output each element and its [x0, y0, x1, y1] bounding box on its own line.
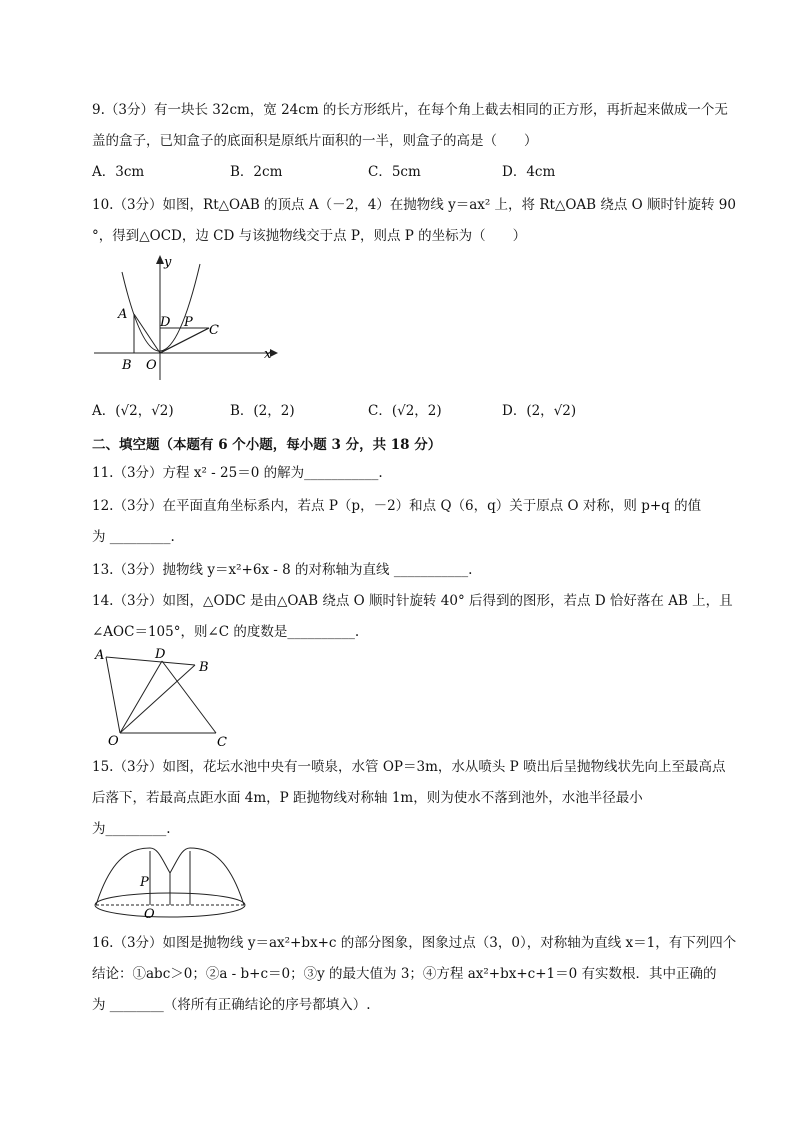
q15-line3: 为_________. — [92, 821, 171, 837]
q10-line2: °，得到△OCD，边 CD 与该抛物线交于点 P，则点 P 的坐标为（ ） — [92, 228, 527, 244]
q10-line1: 10.（3分）如图，Rt△OAB 的顶点 A（－2，4）在抛物线 y＝ax² 上，将 Rt△OAB 绕点 O 顺时针旋转 90 — [92, 197, 736, 213]
q14-label-a: A — [95, 648, 105, 663]
q10-option-a: A．(√2，√2) — [92, 403, 174, 419]
q9-line1: 9.（3分）有一块长 32cm，宽 24cm 的长方形纸片，在每个角上截去相同的正方形，再折起来做成一个无 — [92, 102, 728, 118]
q10-label-y: y — [164, 255, 172, 270]
q10-label-c: C — [209, 323, 219, 338]
q14-label-c: C — [217, 735, 227, 750]
q13-line1: 13.（3分）抛物线 y＝x²+6x - 8 的对称轴为直线 ___________. — [92, 562, 473, 578]
q10-option-c: C．(√2，2) — [368, 403, 442, 419]
q15-label-o: O — [144, 907, 155, 922]
q10-label-x: x — [264, 347, 272, 362]
section-fill-in-blank-title: 二、填空题（本题有 6 个小题，每小题 3 分，共 18 分） — [92, 437, 442, 453]
q9-option-c: C．5cm — [368, 164, 421, 180]
q9-option-a: A．3cm — [92, 164, 145, 180]
q14-label-d: D — [155, 647, 166, 662]
q11-line1: 11.（3分）方程 x² - 25＝0 的解为___________. — [92, 465, 383, 481]
q14-line2: ∠AOC＝105°，则∠C 的度数是__________. — [92, 624, 360, 640]
q15-label-p: P — [140, 875, 149, 890]
q16-line2: 结论：①abc＞0；②a - b+c＝0；③y 的最大值为 3；④方程 ax²+bx+c+1＝0 有实数根．其中正确的 — [92, 966, 717, 982]
q12-line2: 为 _________. — [92, 529, 175, 545]
q9-line2: 盖的盒子，已知盒子的底面积是原纸片面积的一半，则盒子的高是（ ） — [92, 133, 538, 149]
q12-line1: 12.（3分）在平面直角坐标系内，若点 P（p，－2）和点 Q（6，q）关于原点 O 对称，则 p+q 的值 — [92, 498, 702, 514]
q16-line1: 16.（3分）如图是抛物线 y＝ax²+bx+c 的部分图象，图象过点（3，0），对称轴为直线 x＝1，有下列四个 — [92, 935, 737, 951]
q10-option-b: B．(2，2) — [230, 403, 295, 419]
q15-line2: 后落下，若最高点距水面 4m，P 距抛物线对称轴 1m，则为使水不落到池外，水池半径最小 — [92, 790, 643, 806]
q14-line1: 14.（3分）如图，△ODC 是由△OAB 绕点 O 顺时针旋转 40° 后得到的图形，若点 D 恰好落在 AB 上，且 — [92, 593, 733, 609]
q10-figure — [92, 252, 282, 382]
q9-option-d: D．4cm — [502, 164, 556, 180]
q14-figure — [92, 645, 242, 750]
q14-label-o: O — [108, 734, 119, 749]
q10-label-d: D — [160, 315, 171, 330]
q14-label-b: B — [199, 660, 209, 675]
q10-label-b: B — [122, 358, 132, 373]
q9-option-b: B．2cm — [230, 164, 283, 180]
q10-label-p: P — [184, 315, 193, 330]
q15-line1: 15.（3分）如图，花坛水池中央有一喷泉，水管 OP＝3m，水从喷头 P 喷出后呈抛物线状先向上至最高点 — [92, 759, 726, 775]
q15-figure — [92, 845, 252, 925]
q10-label-a: A — [118, 307, 128, 322]
q10-label-o: O — [146, 358, 157, 373]
q16-line3: 为 ________（将所有正确结论的序号都填入）. — [92, 997, 371, 1013]
q10-option-d: D．(2，√2) — [502, 403, 577, 419]
